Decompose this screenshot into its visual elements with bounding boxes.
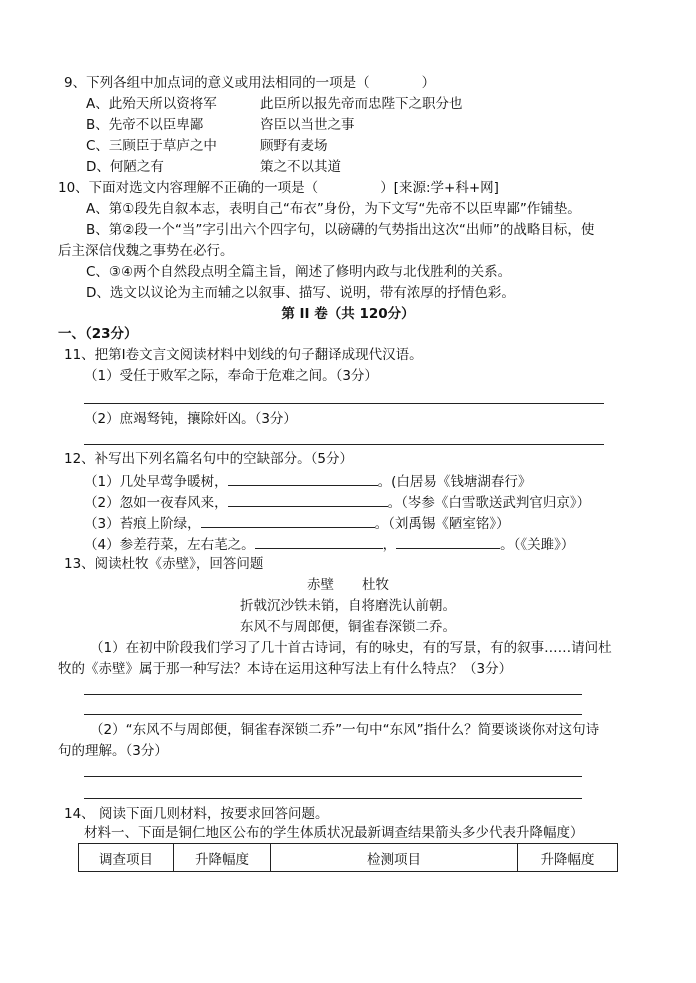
q13-part1-answer-line-2[interactable] bbox=[84, 714, 582, 715]
q11-answer-line-2[interactable] bbox=[84, 444, 604, 445]
q11-sentence-1: （1）受任于败军之际，奉命于危难之间。（3分） bbox=[84, 368, 378, 384]
q9-option-c-right: 顾野有麦场 bbox=[260, 138, 328, 154]
poem-heading bbox=[0, 576, 696, 594]
q12-line-3: （3）苔痕上阶绿， 。（刘禹锡《陋室铭》） bbox=[84, 513, 510, 533]
survey-table bbox=[78, 843, 618, 872]
table-header-survey-item: 调查项目 bbox=[79, 844, 174, 872]
q9-option-b-right: 咨臣以当世之事 bbox=[260, 117, 355, 133]
q10-option-b: B、第②段一个“当”字引出六个四字句，以磅礴的气势指出这次“出师”的战略目标，使 bbox=[86, 222, 595, 238]
q13-part2-answer-line-1[interactable] bbox=[84, 776, 582, 777]
q14-material-1: 材料一、下面是铜仁地区公布的学生体质状况最新调查结果箭头多少代表升降幅度） bbox=[84, 825, 584, 841]
poem-author: 杜牧 bbox=[362, 577, 389, 593]
q10-option-a: A、第①段先自叙本志，表明自己“布衣”身份，为下文写“先帝不以臣卑鄙”作铺垫。 bbox=[86, 201, 581, 217]
q10-option-b-cont: 后主深信伐魏之事势在必行。 bbox=[58, 243, 234, 259]
q9-option-c-left: C、三顾臣于草庐之中 bbox=[86, 138, 217, 154]
q13-part2-answer-line-2[interactable] bbox=[84, 798, 582, 799]
q9-option-b-left: B、先帝不以臣卑鄙 bbox=[86, 117, 204, 133]
volume2-title: 第 II 卷（共 120分） bbox=[281, 306, 415, 322]
q12-blank-4[interactable] bbox=[255, 534, 383, 549]
q10-stem: 10、下面对选文内容理解不正确的一项是（ ）[来源:学+科+网] bbox=[58, 180, 499, 196]
table-header-change-2: 升降幅度 bbox=[518, 844, 618, 872]
poem-line-2: 东风不与周郎便，铜雀春深锁二乔。 bbox=[240, 619, 456, 635]
q13-stem: 13、阅读杜牧《赤壁》，回答问题 bbox=[64, 556, 264, 572]
q13-part1-line1: （1）在初中阶段我们学习了几十首古诗词，有的咏史，有的写景，有的叙事……请问杜 bbox=[90, 640, 612, 656]
q12-blank-1[interactable] bbox=[228, 471, 378, 486]
table-header-change: 升降幅度 bbox=[174, 844, 271, 872]
q9-option-d-left: D、何陋之有 bbox=[86, 159, 164, 175]
q10-option-d: D、选文以议论为主而辅之以叙事、描写、说明，带有浓厚的抒情色彩。 bbox=[86, 285, 515, 301]
q13-part2-line2: 句的理解。（3分） bbox=[58, 743, 168, 759]
q12-line-1: （1）几处早莺争暖树， 。(白居易《钱塘湖春行》 bbox=[84, 471, 531, 491]
q9-option-a-right: 此臣所以报先帝而忠陛下之职分也 bbox=[260, 96, 463, 112]
q14-stem: 14、 阅读下面几则材料，按要求回答问题。 bbox=[64, 806, 329, 822]
poem-line-1: 折戟沉沙铁未销，自将磨洗认前朝。 bbox=[240, 598, 456, 614]
section1-heading: 一、（23分） bbox=[58, 326, 138, 342]
q12-line-2: （2）忽如一夜春风来， 。（岑参《白雪歌送武判官归京》） bbox=[84, 492, 590, 512]
q13-part2-line1: （2）“东风不与周郎便，铜雀春深锁二乔”一句中“东风”指什么？简要谈谈你对这句诗 bbox=[90, 722, 600, 738]
table-header-row bbox=[79, 844, 618, 872]
q9-option-d-right: 策之不以其道 bbox=[260, 159, 341, 175]
q11-stem: 11、把第Ⅰ卷文言文阅读材料中划线的句子翻译成现代汉语。 bbox=[64, 347, 423, 363]
q9-option-a-left: A、此殆天所以资将军 bbox=[86, 96, 217, 112]
q13-part1-answer-line-1[interactable] bbox=[84, 694, 582, 695]
table-header-test-item: 检测项目 bbox=[271, 844, 518, 872]
q12-line-4: （4）参差荇菜，左右芼之。 ， 。（《关雎》） bbox=[84, 534, 574, 554]
q12-blank-5[interactable] bbox=[396, 534, 500, 549]
q9-stem: 9、下列各组中加点词的意义或用法相同的一项是（ ） bbox=[64, 75, 436, 91]
q11-answer-line-1[interactable] bbox=[84, 403, 604, 404]
q12-stem: 12、补写出下列名篇名句中的空缺部分。（5分） bbox=[64, 451, 354, 467]
q13-part1-line2: 牧的《赤壁》属于那一种写法？本诗在运用这种写法上有什么特点？（3分） bbox=[58, 661, 513, 677]
q11-sentence-2: （2）庶竭驽钝，攘除奸凶。（3分） bbox=[84, 411, 297, 427]
q12-blank-3[interactable] bbox=[201, 513, 375, 528]
q12-blank-2[interactable] bbox=[228, 492, 388, 507]
poem-title: 赤壁 bbox=[307, 577, 334, 593]
q10-option-c: C、③④两个自然段点明全篇主旨，阐述了修明内政与北伐胜利的关系。 bbox=[86, 264, 512, 280]
